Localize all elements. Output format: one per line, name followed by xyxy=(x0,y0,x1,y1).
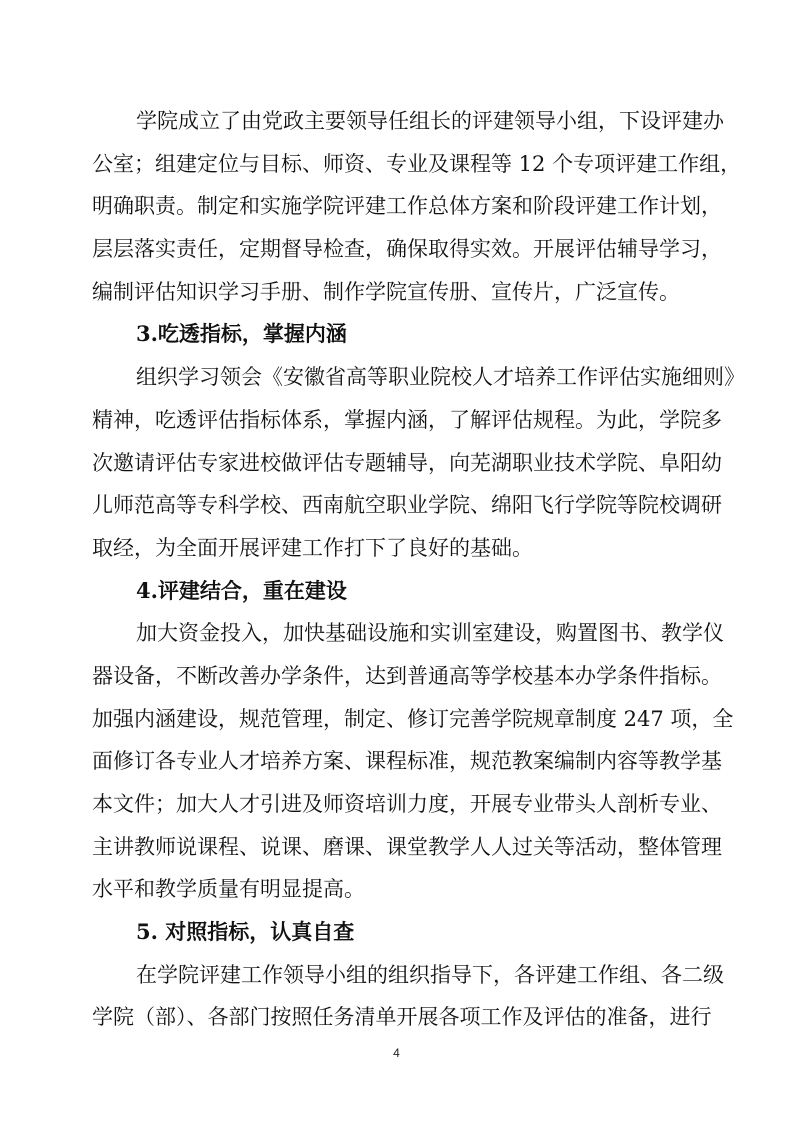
paragraph-evaluation-leadership xyxy=(92,100,742,313)
text-line: 器设备，不断改善办学条件，达到普通高等学校基本办学条件指标。 xyxy=(92,663,722,688)
text-line: 取经，为全面开展评建工作打下了良好的基础。 xyxy=(92,535,533,560)
text-line: 公室；组建定位与目标、师资、专业及课程等 12 个专项评建工作组， xyxy=(92,151,742,176)
text-line: 在学院评建工作领导小组的组织指导下，各评建工作组、各二级 xyxy=(136,962,724,987)
text-line: 本文件；加大人才引进及师资培训力度，开展专业带头人剖析专业、 xyxy=(92,792,722,816)
text-line: 学院（部）、各部门按照任务清单开展各项工作及评估的准备，进行 xyxy=(92,1005,712,1030)
text-line: 加强内涵建设，规范管理，制定、修订完善学院规章制度 247 项，全 xyxy=(92,706,734,731)
section-heading-5: 5. 对照指标，认真自查 xyxy=(136,919,355,945)
text-line: 明确职责。制定和实施学院评建工作总体方案和阶段评建工作计划， xyxy=(92,194,722,219)
text-line: 编制评估知识学习手册、制作学院宣传册、宣传片，广泛宣传。 xyxy=(92,279,680,304)
text-line: 精神，吃透评估指标体系，掌握内涵，了解评估规程。为此，学院多 xyxy=(92,407,722,432)
text-line: 次邀请评估专家进校做评估专题辅导，向芜湖职业技术学院、阜阳幼 xyxy=(92,450,722,475)
text-line: 加大资金投入，加快基础设施和实训室建设，购置图书、教学仪 xyxy=(136,621,724,646)
paragraph-study-indicators xyxy=(92,356,745,569)
text-line: 组织学习领会《安徽省高等职业院校人才培养工作评估实施细则》 xyxy=(136,365,745,390)
text-line: 层层落实责任，定期督导检查，确保取得实效。开展评估辅导学习， xyxy=(92,237,722,262)
text-line: 水平和教学质量有明显提高。 xyxy=(92,877,365,902)
text-line: 儿师范高等专科学校、西南航空职业学院、绵阳飞行学院等院校调研 xyxy=(92,493,722,518)
document-body xyxy=(92,100,745,1039)
text-line: 主讲教师说课程、说课、磨课、课堂教学人人过关等活动，整体管理 xyxy=(92,834,722,859)
text-line: 面修订各专业人才培养方案、课程标准，规范教案编制内容等教学基 xyxy=(92,749,722,774)
section-heading-3: 3.吃透指标，掌握内涵 xyxy=(136,321,347,347)
text-line: 学院成立了由党政主要领导任组长的评建领导小组，下设评建办 xyxy=(136,109,724,133)
section-heading-4: 4.评建结合，重在建设 xyxy=(136,577,347,603)
paragraph-self-inspection xyxy=(92,954,724,1039)
page-number: 4 xyxy=(393,1046,400,1060)
paragraph-construction xyxy=(92,612,734,911)
